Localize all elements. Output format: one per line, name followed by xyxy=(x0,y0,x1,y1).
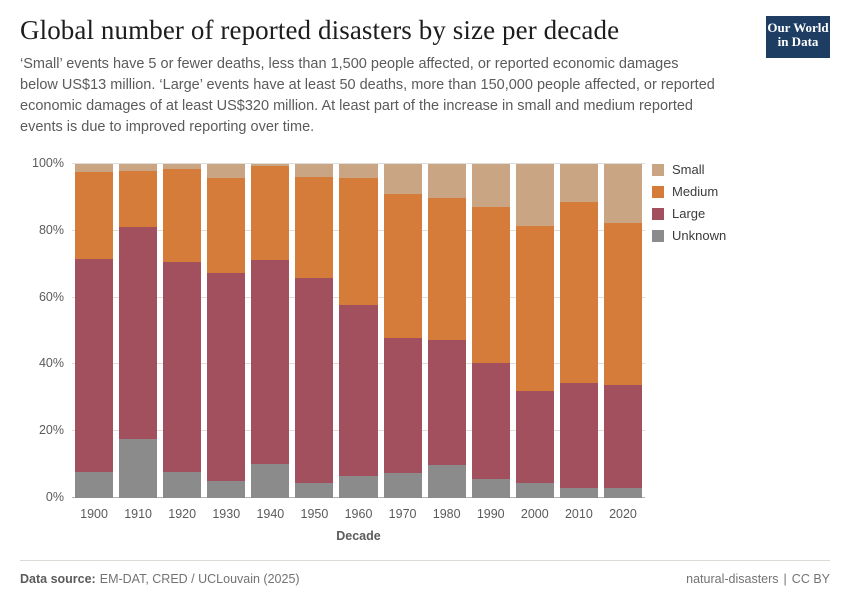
chart-slug[interactable]: natural-disasters xyxy=(686,572,779,586)
x-axis-tick: 1970 xyxy=(388,507,417,521)
bar-segment-unknown[interactable] xyxy=(295,483,333,498)
bar-column[interactable] xyxy=(560,164,598,521)
bar-series-group xyxy=(72,164,645,521)
chart-header xyxy=(20,14,830,138)
bar-segment-large[interactable] xyxy=(75,259,113,472)
legend-label: Unknown xyxy=(672,228,727,243)
legend-item-large[interactable] xyxy=(652,206,822,221)
bar-column[interactable] xyxy=(75,164,113,521)
x-axis-tick: 1990 xyxy=(476,507,505,521)
legend-swatch-icon xyxy=(652,164,664,176)
bar-segment-large[interactable] xyxy=(516,391,554,482)
bar-segment-large[interactable] xyxy=(295,278,333,483)
bar-segment-medium[interactable] xyxy=(560,202,598,383)
our-world-in-data-logo[interactable] xyxy=(766,16,830,58)
bar-segment-unknown[interactable] xyxy=(119,439,157,498)
bar-column[interactable] xyxy=(604,164,642,521)
chart-footer xyxy=(20,560,830,586)
bar-segment-small[interactable] xyxy=(119,164,157,171)
bar-column[interactable] xyxy=(295,164,333,521)
bar-segment-small[interactable] xyxy=(339,164,377,178)
legend-swatch-icon xyxy=(652,208,664,220)
footer-separator: | xyxy=(783,572,787,586)
bar-segment-unknown[interactable] xyxy=(163,472,201,498)
legend-label: Small xyxy=(672,162,705,177)
legend-swatch-icon xyxy=(652,230,664,242)
bar-segment-medium[interactable] xyxy=(604,223,642,385)
y-axis-tick: 40% xyxy=(38,356,64,371)
bar-segment-unknown[interactable] xyxy=(384,473,422,498)
y-axis-tick: 80% xyxy=(38,222,64,237)
x-axis-tick: 1980 xyxy=(432,507,461,521)
bar-column[interactable] xyxy=(516,164,554,521)
legend-swatch-icon xyxy=(652,186,664,198)
x-axis-tick: 1920 xyxy=(168,507,197,521)
data-source xyxy=(20,572,300,586)
bar-segment-medium[interactable] xyxy=(75,172,113,259)
bar-segment-medium[interactable] xyxy=(516,226,554,391)
bar-segment-small[interactable] xyxy=(75,164,113,172)
bar-column[interactable] xyxy=(119,164,157,521)
bar-segment-small[interactable] xyxy=(295,164,333,177)
bar-segment-large[interactable] xyxy=(472,363,510,479)
bar-column[interactable] xyxy=(251,164,289,521)
license-link[interactable]: CC BY xyxy=(791,572,830,586)
bar-segment-medium[interactable] xyxy=(472,207,510,362)
bar-segment-medium[interactable] xyxy=(119,171,157,226)
bar-segment-large[interactable] xyxy=(560,383,598,488)
bar-segment-unknown[interactable] xyxy=(339,476,377,498)
bar-segment-medium[interactable] xyxy=(163,169,201,262)
bar-segment-unknown[interactable] xyxy=(428,465,466,498)
x-axis-tick: 2010 xyxy=(564,507,593,521)
chart-subtitle: ‘Small’ events have 5 or fewer deaths, less than 1,500 people affected, or reported economic damages below US$13 million. ‘Large’ events have at least 50 deaths, more than 150,000 people affected, or reported economic damages of at least US$320 million. At least part of the increase in small and medium reported events is due to improved reporting over time. xyxy=(20,56,715,135)
x-axis-tick: 1930 xyxy=(212,507,241,521)
bar-segment-unknown[interactable] xyxy=(516,483,554,498)
page-title: Global number of reported disasters by size per decade xyxy=(20,15,620,45)
chart-area xyxy=(20,156,830,556)
bar-segment-small[interactable] xyxy=(516,164,554,226)
bar-segment-medium[interactable] xyxy=(251,166,289,259)
bar-segment-medium[interactable] xyxy=(207,178,245,273)
legend-item-small[interactable] xyxy=(652,162,822,177)
bar-segment-large[interactable] xyxy=(604,385,642,488)
bar-segment-medium[interactable] xyxy=(295,177,333,278)
bar-segment-unknown[interactable] xyxy=(560,488,598,498)
bar-segment-large[interactable] xyxy=(119,227,157,439)
chart-legend xyxy=(652,162,822,250)
bar-segment-unknown[interactable] xyxy=(472,479,510,498)
bar-column[interactable] xyxy=(163,164,201,521)
bar-segment-large[interactable] xyxy=(339,305,377,476)
x-axis-label: Decade xyxy=(336,529,381,543)
bar-column[interactable] xyxy=(384,164,422,521)
bar-segment-large[interactable] xyxy=(163,262,201,472)
legend-label: Large xyxy=(672,206,706,221)
footer-meta xyxy=(686,572,830,586)
y-axis-tick: 20% xyxy=(38,423,64,438)
bar-column[interactable] xyxy=(207,164,245,521)
bar-segment-large[interactable] xyxy=(428,340,466,464)
y-axis-tick: 100% xyxy=(32,156,64,170)
bar-segment-unknown[interactable] xyxy=(75,472,113,498)
y-axis-tick: 60% xyxy=(38,289,64,304)
bar-segment-medium[interactable] xyxy=(384,194,422,337)
x-axis-tick: 1960 xyxy=(344,507,373,521)
bar-segment-small[interactable] xyxy=(428,164,466,198)
bar-segment-large[interactable] xyxy=(207,273,245,481)
bar-column[interactable] xyxy=(472,164,510,521)
bar-segment-unknown[interactable] xyxy=(251,464,289,498)
y-axis-tick: 0% xyxy=(45,490,64,504)
x-axis-tick: 1950 xyxy=(300,507,329,521)
bar-segment-small[interactable] xyxy=(207,164,245,178)
x-axis-tick: 1910 xyxy=(124,507,153,521)
bar-segment-unknown[interactable] xyxy=(604,488,642,498)
logo-line-2: in Data xyxy=(777,34,819,49)
plot-region xyxy=(32,156,645,543)
bar-segment-small[interactable] xyxy=(472,164,510,207)
x-axis-tick: 1940 xyxy=(256,507,285,521)
bar-segment-small[interactable] xyxy=(604,164,642,223)
bar-segment-large[interactable] xyxy=(251,260,289,465)
x-axis-tick: 1900 xyxy=(80,507,108,521)
bar-column[interactable] xyxy=(428,164,466,521)
bar-segment-large[interactable] xyxy=(384,338,422,474)
bar-segment-medium[interactable] xyxy=(339,178,377,305)
data-source-value: EM-DAT, CRED / UCLouvain (2025) xyxy=(99,572,300,586)
bar-segment-unknown[interactable] xyxy=(207,481,245,498)
logo-line-1: Our World xyxy=(767,20,829,35)
bar-segment-medium[interactable] xyxy=(428,198,466,340)
x-axis-tick: 2000 xyxy=(520,507,549,521)
legend-item-unknown[interactable] xyxy=(652,228,822,243)
bar-segment-small[interactable] xyxy=(560,164,598,202)
legend-item-medium[interactable] xyxy=(652,184,822,199)
legend-label: Medium xyxy=(672,184,719,199)
bar-segment-small[interactable] xyxy=(384,164,422,194)
data-source-label: Data source: xyxy=(20,572,96,586)
bar-column[interactable] xyxy=(339,164,377,521)
x-axis-tick: 2020 xyxy=(609,507,637,521)
